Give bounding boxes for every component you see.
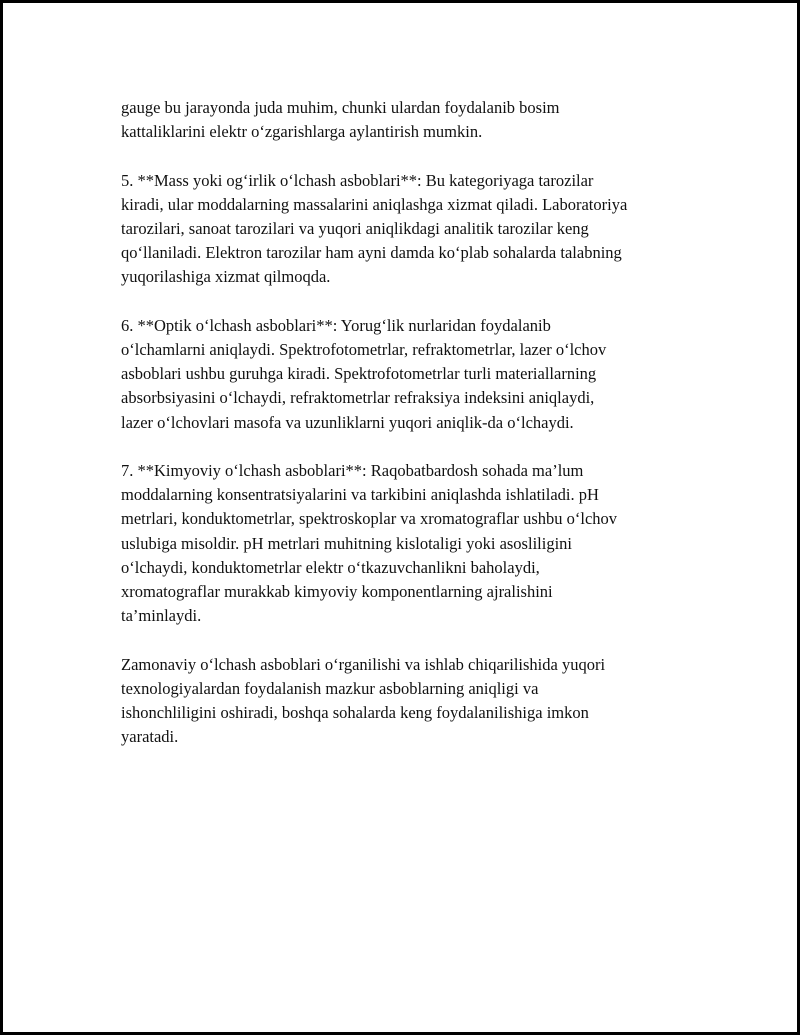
paragraph-conclusion: Zamonaviy o‘lchash asboblari o‘rganilishi va ishlab chiqarilishida yuqori texnologiyalardan foydalanish mazkur asboblarning aniqligi va ishonchliligini oshiradi, boshqa sohalarda keng foydalanilishiga imkon yaratadi. [121,654,606,747]
document-body [121,96,691,774]
paragraph-optical-instruments: 6. **Optik o‘lchash asboblari**: Yorug‘lik nurlaridan foydalanib o‘lchamlarni aniqlaydi. Spektrofotometrlar, refraktometrlar, lazer o‘lchov asboblari ushbu guruhga kiradi. Spektrofotometrlar turli materiallarning absorbsiyasini o‘lchaydi, refraktometrlar refraksiya indeksini aniqlaydi, lazer o‘lchovlari masofa va uzunliklarni yuqori aniqlik-da o‘lchaydi. [121,315,607,432]
paragraph-pressure-gauge-continuation: gauge bu jarayonda juda muhim, chunki ulardan foydalanib bosim kattaliklarini elektr o‘zgarishlarga aylantirish mumkin. [121,98,560,142]
paragraph-chemical-instruments: 7. **Kimyoviy o‘lchash asboblari**: Raqobatbardosh sohada ma’lum moddalarning konsentratsiyalarini va tarkibini aniqlashda ishlatiladi. pH metrlari, konduktometrlar, spektroskoplar va xromatograflar ushbu o‘lchov uslubiga misoldir. pH metrlari muhitning kislotaligi yoki asosliligini o‘lchaydi, konduktometrlar elektr o‘tkazuvchanlikni baholaydi, xromatograflar murakkab kimyoviy komponentlarning ajralishini ta’minlaydi. [121,461,618,626]
paragraph-mass-instruments: 5. **Mass yoki og‘irlik o‘lchash asboblari**: Bu kategoriyaga tarozilar kiradi, ular moddalarning massalarini aniqlashga xizmat qiladi. Laboratoriya tarozilari, sanoat tarozilari va yuqori aniqlikdagi analitik tarozilar keng qo‘llaniladi. Elektron tarozilar ham ayni damda ko‘plab sohalarda talabning yuqorilashiga xizmat qilmoqda. [121,170,628,287]
